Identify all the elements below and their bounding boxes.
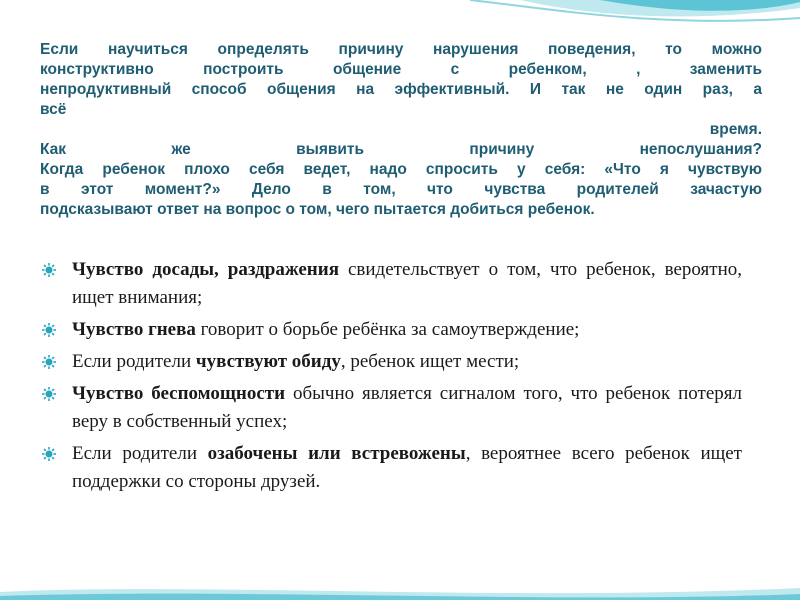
bullet-text: , вероятнее всего ребенок ищет поддержки со стороны друзей. [72,443,742,492]
heading-line: конструктивно построить общение с ребенком, , заменить [40,61,762,78]
heading-line: подсказывают ответ на вопрос о том, чего пытается добиться ребенок. [40,201,595,218]
sun-bullet-icon [42,355,56,369]
heading-question-word: выявить [296,141,365,158]
heading-line: непродуктивный способ общения на эффективный. И так не один раз, а [40,81,762,98]
list-item [42,348,742,376]
bullet-bold-text: Чувство гнева [72,319,196,340]
heading-question-word: Как [40,141,67,158]
list-item [42,440,742,496]
bullet-text: говорит о борьбе ребёнка за самоутверждение; [195,319,580,340]
bullet-bold-text: Чувство беспомощности [72,383,286,404]
sun-bullet-icon [42,323,56,337]
top-wave-decoration [0,0,800,40]
heading-question [40,140,762,160]
heading-question-word: же [171,141,191,158]
bullet-list [42,256,742,500]
heading-line: в этот момент?» Дело в том, что чувства родителей зачастую [40,181,762,198]
heading-line: время. [709,121,762,138]
sun-bullet-icon [42,447,56,461]
heading-line: Когда ребенок плохо себя ведет, надо спросить у себя: «Что я чувствую [40,161,762,178]
list-item [42,256,742,312]
list-item [42,316,742,344]
bullet-bold-text: озабочены или встревожены [207,443,466,464]
sun-bullet-icon [42,387,56,401]
sun-bullet-icon [42,263,56,277]
list-item [42,380,742,436]
bullet-bold-text: Чувство досады, раздражения [72,259,339,280]
bullet-text: Если родители [72,443,208,464]
bullet-text: обычно является сигналом того, что ребенок потерял веру в собственный успех; [72,383,742,432]
heading-line: Если научиться определять причину нарушения поведения, то можно [40,41,762,58]
heading-line: всё [40,101,67,118]
bullet-bold-text: чувствуют обиду [195,351,341,372]
bullet-text: свидетельствует о том, что ребенок, вероятно, ищет внимания; [72,259,742,308]
bullet-text: Если родители [72,351,196,372]
bottom-wave-decoration [0,578,800,600]
bullet-text: , ребенок ищет мести; [340,351,520,372]
heading-text [40,40,762,220]
heading-question-word: причину [469,141,535,158]
heading-question-word: непослушания? [639,141,762,158]
